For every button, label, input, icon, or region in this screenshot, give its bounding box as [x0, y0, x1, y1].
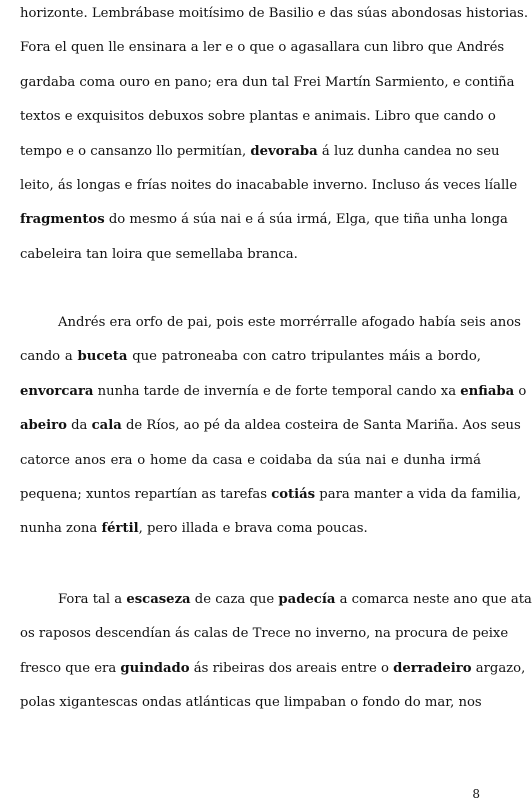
text-line — [20, 143, 500, 161]
text-run: gardaba coma ouro en pano; era dun tal Frei Martín Sarmiento, e contiña — [20, 74, 515, 90]
bold-term: fértil — [101, 521, 139, 537]
text-run: o — [514, 383, 527, 399]
bold-term: cotiás — [271, 487, 316, 502]
text-run: cabeleira tan loira que semellaba branca. — [20, 246, 298, 262]
text-run: que patroneaba con catro tripulantes máis a bordo, — [127, 349, 481, 365]
text-run: textos e exquisitos debuxos sobre plantas e animais. Libro que cando o — [20, 109, 496, 125]
text-line — [20, 177, 518, 195]
text-run: horizonte. Lembrábase moitísimo de Basilio e das súas abondosas historias. — [20, 6, 529, 21]
text-line — [20, 5, 529, 23]
bold-term: buceta — [77, 349, 128, 365]
text-line — [20, 246, 481, 264]
text-line — [20, 108, 496, 126]
text-line — [20, 39, 505, 57]
text-run: á luz dunha candea no seu — [317, 143, 500, 159]
bold-term: derradeiro — [393, 660, 472, 676]
text-run: nunha zona — [20, 521, 102, 537]
bold-term: enfiaba — [460, 383, 515, 399]
text-line — [20, 383, 527, 401]
text-run: da — [66, 418, 92, 434]
text-run: ás ribeiras dos areais entre o — [189, 660, 394, 676]
text-run: de Ríos, ao pé da aldea costeira de Santa Mariña. Aos seus — [121, 418, 521, 434]
text-line — [20, 74, 515, 92]
bold-term: padecía — [278, 592, 336, 607]
page-number: 8 — [472, 787, 480, 801]
bold-term: envorcara — [20, 383, 94, 399]
text-run: de caza que — [190, 592, 279, 607]
text-line — [20, 452, 481, 470]
text-line — [20, 348, 481, 366]
text-run: , pero illada e brava coma poucas. — [138, 521, 368, 537]
text-line — [58, 314, 521, 332]
text-line — [58, 591, 532, 609]
bold-term: guindado — [120, 660, 190, 676]
text-line — [20, 694, 481, 712]
text-run: fresco que era — [20, 660, 121, 676]
text-line — [20, 486, 522, 504]
text-run: os raposos descendían ás calas de Trece no inverno, na procura de peixe — [20, 626, 509, 642]
text-run: catorce anos era o home da casa e coidaba da súa nai e dunha irmá — [20, 452, 481, 468]
text-run: Andrés era orfo de pai, pois este morrérralle afogado había seis anos — [58, 315, 521, 330]
text-run: Fora tal a — [58, 592, 127, 607]
text-run: nunha tarde de invernía e de forte temporal cando xa — [93, 383, 461, 399]
bold-term: abeiro — [20, 418, 67, 434]
text-run: do mesmo á súa nai e á súa irmá, Elga, que tiña unha longa — [104, 212, 508, 228]
bold-term: devoraba — [250, 143, 318, 159]
text-run: pequena; xuntos repartían as tarefas — [20, 487, 272, 502]
bold-term: escaseza — [126, 592, 191, 607]
text-run: polas xigantescas ondas atlánticas que limpaban o fondo do mar, nos — [20, 695, 482, 711]
text-run: Fora el quen lle ensinara a ler e o que o agasallara cun libro que Andrés — [20, 40, 505, 56]
text-line — [20, 625, 509, 643]
text-run: leito, ás longas e frías noites do inacabable inverno. Incluso ás veces líalle — [20, 178, 518, 193]
bold-term: fragmentos — [20, 212, 105, 228]
text-line — [20, 660, 526, 678]
text-run: a comarca neste ano que ata — [335, 592, 532, 607]
text-run: para manter a vida da familia, — [315, 487, 522, 502]
text-run: cando a — [20, 349, 78, 365]
text-line — [20, 211, 508, 229]
text-run: argazo, — [471, 660, 526, 676]
text-line — [20, 520, 481, 538]
text-run: tempo e o cansanzo llo permitían, — [20, 143, 251, 159]
bold-term: cala — [91, 418, 122, 434]
text-line — [20, 417, 521, 435]
